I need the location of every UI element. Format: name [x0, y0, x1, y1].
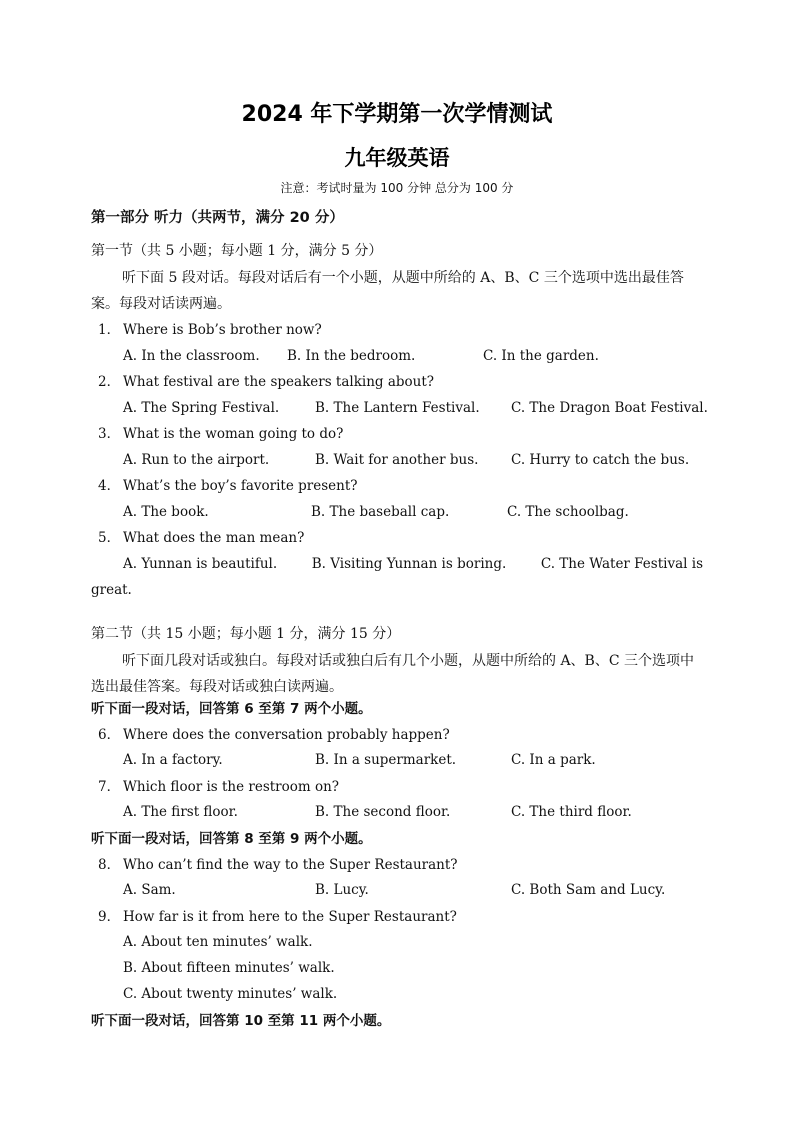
question-8	[98, 856, 458, 874]
question-7	[98, 778, 339, 796]
question-number: 4．	[98, 478, 121, 494]
question-text: Who can’t find the way to the Super Restaurant?	[123, 857, 458, 873]
part1-heading: 第一部分 听力（共两节，满分 20 分）	[91, 210, 344, 226]
question-text: What’s the boy’s favorite present?	[123, 478, 358, 494]
option-b: B. The Lantern Festival.	[315, 400, 480, 416]
section1-instructions: 听下面 5 段对话。每段对话后有一个小题，从题中所给的 A、B、C 三个选项中选出最佳答案。每段对话读两遍。	[91, 270, 684, 312]
option-c: C. The Dragon Boat Festival.	[511, 400, 708, 416]
question-number: 8．	[98, 857, 121, 873]
option-a: A. The Spring Festival.	[123, 400, 280, 416]
question-4	[98, 477, 358, 495]
group-instruction-2: 听下面一段对话，回答第 8 至第 9 两个小题。	[91, 831, 372, 847]
option-a: A. In a factory.	[123, 752, 223, 768]
question-text: What festival are the speakers talking about?	[123, 374, 435, 390]
question-2	[98, 373, 434, 391]
question-5-options	[123, 555, 703, 573]
group-instruction-1: 听下面一段对话，回答第 6 至第 7 两个小题。	[91, 701, 372, 717]
option-c: C. Hurry to catch the bus.	[511, 452, 690, 468]
question-number: 5．	[98, 530, 121, 546]
question-3	[98, 425, 343, 443]
question-number: 9．	[98, 909, 121, 925]
question-text: What does the man mean?	[123, 530, 305, 546]
option-c-continued: great.	[91, 582, 132, 598]
option-a: A. Yunnan is beautiful.	[123, 556, 278, 572]
question-number: 7．	[98, 779, 121, 795]
option-b: B. Lucy.	[315, 882, 369, 898]
option-a: A. About ten minutes’ walk.	[123, 934, 313, 950]
option-b: B. In a supermarket.	[315, 752, 457, 768]
question-text: How far is it from here to the Super Restaurant?	[123, 909, 457, 925]
option-a: A. In the classroom.	[123, 348, 260, 364]
exam-title: 2024 年下学期第一次学情测试	[241, 102, 553, 127]
option-c: C. Both Sam and Lucy.	[511, 882, 666, 898]
option-b: B. Wait for another bus.	[315, 452, 479, 468]
option-c: C. In the garden.	[483, 348, 599, 364]
option-c: C. About twenty minutes’ walk.	[123, 986, 338, 1002]
exam-subtitle: 九年级英语	[344, 146, 450, 170]
question-text: Which floor is the restroom on?	[123, 779, 340, 795]
option-c: C. The Water Festival is	[540, 556, 703, 572]
option-b: B. About fifteen minutes’ walk.	[123, 960, 335, 976]
question-6	[98, 726, 450, 744]
question-1	[98, 321, 322, 339]
option-a: A. The book.	[123, 504, 209, 520]
section2-instructions: 听下面几段对话或独白。每段对话或独白后有几个小题，从题中所给的 A、B、C 三个选项中选出最佳答案。每段对话或独白读两遍。	[91, 653, 695, 695]
option-b: B. In the bedroom.	[287, 348, 416, 364]
option-b: B. The second floor.	[315, 804, 451, 820]
option-a: A. Run to the airport.	[123, 452, 270, 468]
question-text: Where is Bob’s brother now?	[123, 322, 322, 338]
option-c: C. The schoolbag.	[507, 504, 629, 520]
question-9	[98, 908, 457, 926]
group-instruction-3: 听下面一段对话，回答第 10 至第 11 两个小题。	[91, 1013, 391, 1029]
option-c: C. In a park.	[511, 752, 596, 768]
section1-heading: 第一节（共 5 小题；每小题 1 分，满分 5 分）	[91, 243, 383, 259]
option-b: B. Visiting Yunnan is boring.	[311, 556, 507, 572]
question-number: 6．	[98, 727, 121, 743]
option-b: B. The baseball cap.	[311, 504, 450, 520]
question-text: What is the woman going to do?	[123, 426, 344, 442]
section2-heading: 第二节（共 15 小题；每小题 1 分，满分 15 分）	[91, 626, 401, 642]
exam-note: 注意：考试时量为 100 分钟 总分为 100 分	[280, 181, 514, 195]
question-text: Where does the conversation probably happen?	[123, 727, 450, 743]
question-5	[98, 529, 304, 547]
question-number: 3．	[98, 426, 121, 442]
question-number: 1．	[98, 322, 121, 338]
question-number: 2．	[98, 374, 121, 390]
option-a: A. The first floor.	[123, 804, 238, 820]
option-c: C. The third floor.	[511, 804, 632, 820]
option-a: A. Sam.	[123, 882, 176, 898]
